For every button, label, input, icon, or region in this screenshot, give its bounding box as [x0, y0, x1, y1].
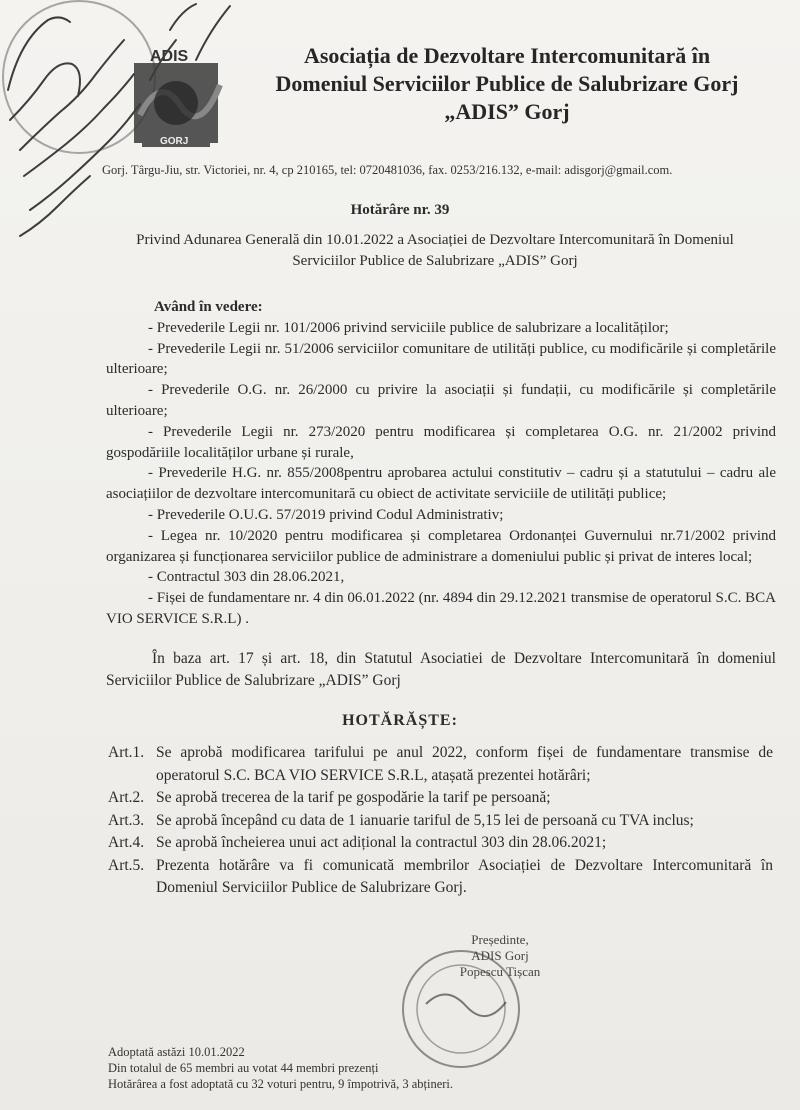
title-line-3: „ADIS” Gorj — [444, 99, 570, 124]
logo-text: ADIS — [150, 48, 189, 65]
consideration-item: - Fișei de fundamentare nr. 4 din 06.01.2022 (nr. 4894 din 29.12.2021 transmise de operatorul S.C. BCA VIO SERVICE S.R.L) . — [106, 590, 776, 627]
signature-name: Popescu Tișcan — [459, 964, 541, 979]
article-text: Se aprobă trecerea de la tarif pe gospodărie la tarif pe persoană; — [156, 789, 551, 806]
title-line-1: Asociația de Dezvoltare Intercomunitară în — [303, 43, 711, 68]
members-count: Din totalul de 65 membri au votat 44 membri prezenți — [108, 1061, 379, 1075]
consideration-item: - Prevederile Legii nr. 101/2006 privind serviciile publice de salubrizare a localităților; — [148, 319, 669, 336]
article-item — [108, 855, 773, 900]
decision-subject: Privind Adunarea Generală din 10.01.2022 a Asociației de Dezvoltare Intercomunitară în Domeniul Serviciilor Publice de Salubrizare „ADIS” Gorj — [136, 232, 734, 269]
consideration-item: - Prevederile Legii nr. 51/2006 serviciilor comunitare de utilități publice, cu modificările și completările ulterioare; — [106, 340, 776, 378]
article-number: Art.2. — [108, 789, 145, 806]
article-text: Se aprobă modificarea tarifului pe anul 2022, conform fișei de fundamentare transmise de operatorul S.C. BCA VIO SERVICE S.R.L, atașată prezentei hotărâri; — [156, 744, 773, 784]
vote-result: Hotărârea a fost adoptată cu 32 voturi pentru, 9 împotrivă, 3 abțineri. — [108, 1077, 454, 1091]
consideration-item: - Prevederile H.G. nr. 855/2008pentru aprobarea actului constitutiv – cadru și a statutului – cadru ale asociațiilor de dezvoltare intercomunitară cu obiect de activitate serviciile de utilități publice; — [106, 465, 776, 503]
article-number: Art.1. — [108, 744, 145, 761]
article-text: Prezenta hotărâre va fi comunicată membrilor Asociației de Dezvoltare Intercomunitară în Domeniul Serviciilor Publice de Salubrizare Gorj. — [156, 856, 773, 896]
article-number: Art.4. — [108, 834, 145, 851]
article-text: Se aprobă încheierea unui act adițional la contractul 303 din 28.06.2021; — [156, 834, 607, 851]
signature-role: Președinte, — [471, 932, 529, 947]
signature-org: ADIS Gorj — [471, 948, 529, 963]
association-title — [232, 42, 782, 126]
decides-heading: HOTĂRĂȘTE: — [342, 712, 458, 729]
consideration-item: - Prevederile O.G. nr. 26/2000 cu privire la asociații și fundații, cu modificările și completările ulterioare; — [106, 382, 776, 419]
article-number: Art.3. — [108, 811, 145, 829]
article-number: Art.5. — [108, 856, 145, 874]
consideration-item: - Contractul 303 din 28.06.2021, — [148, 569, 345, 586]
article-text: Se aprobă începând cu data de 1 ianuarie tariful de 5,15 lei de persoană cu TVA inclus; — [156, 811, 694, 829]
considerations-section — [106, 297, 776, 630]
adopted-date: Adoptată astăzi 10.01.2022 — [108, 1045, 245, 1059]
consideration-item: - Prevederile Legii nr. 273/2020 pentru modificarea și completarea O.G. nr. 21/2002 privind gospodăriile localităților urbane și rurale, — [106, 423, 776, 461]
consideration-item: - Legea nr. 10/2020 pentru modificarea și completarea Ordonanței Guvernului nr.71/2002 privind organizarea și funcționarea serviciilor publice de administrare a domeniului public și privat de interes local; — [106, 527, 776, 565]
logo-subtext: GORJ — [160, 136, 189, 147]
contact-line: Gorj. Târgu-Jiu, str. Victoriei, nr. 4, cp 210165, tel: 0720481036, fax. 0253/216.132, e-mail: adisgorj@gmail.com. — [102, 163, 673, 177]
article-item — [108, 787, 773, 810]
article-item — [108, 742, 773, 787]
article-item — [108, 810, 773, 833]
adoption-footer — [108, 1044, 528, 1092]
title-line-2: Domeniul Serviciilor Publice de Salubrizare Gorj — [275, 71, 739, 96]
legal-basis: În baza art. 17 și art. 18, din Statutul Asociatiei de Dezvoltare Intercomunitară în domeniul Serviciilor Publice de Salubrizare „ADIS” Gorj — [106, 650, 776, 689]
decision-number: Hotărâre nr. 39 — [350, 202, 450, 218]
signature-block — [430, 932, 570, 980]
article-item — [108, 832, 773, 855]
consideration-item: - Prevederile O.U.G. 57/2019 privind Codul Administrativ; — [148, 506, 504, 523]
considerations-heading: Având în vedere: — [154, 299, 263, 315]
articles-list — [108, 742, 773, 900]
